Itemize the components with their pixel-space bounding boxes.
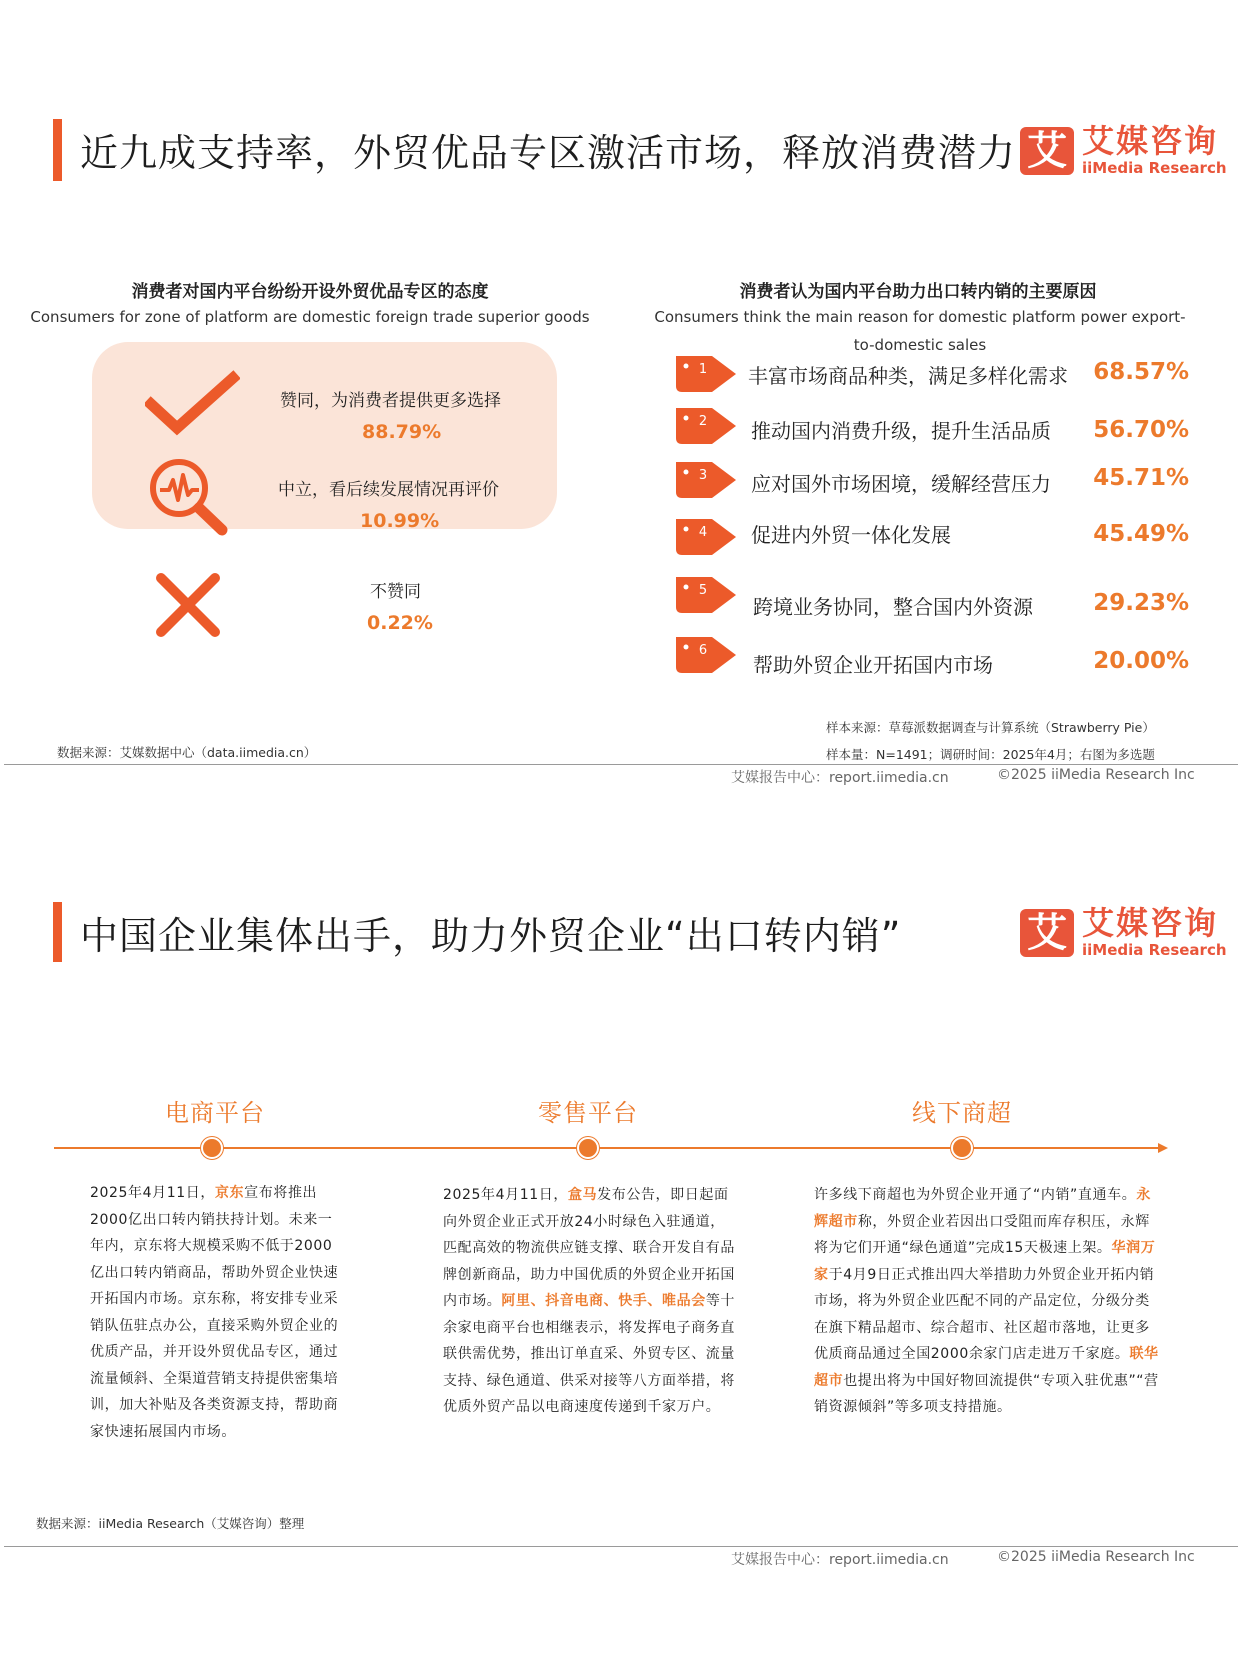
- reason-number: 2: [698, 414, 708, 429]
- timeline-dot: [577, 1137, 599, 1159]
- title-accent-bar: [53, 119, 62, 181]
- footer-copyright: ©2025 iiMedia Research Inc: [997, 1549, 1195, 1565]
- company-name-highlight: 联华超市: [814, 1346, 1159, 1389]
- magnifier-pulse-icon: [146, 455, 232, 537]
- sample-size-note: 样本量：N=1491；调研时间：2025年4月；右图为多选题: [826, 747, 1155, 762]
- timeline-text-segment: 称，外贸企业若因出口受阻而库存积压，永辉将为它们开通“绿色通道”完成15天极速上架。: [814, 1213, 1150, 1256]
- timeline-text-segment: 2025年4月11日，: [90, 1185, 215, 1201]
- reason-row: [672, 458, 1192, 508]
- timeline-text-retail: [443, 1182, 739, 1421]
- reason-number: 1: [698, 362, 708, 377]
- title-accent-bar: [53, 902, 62, 962]
- timeline-text-segment: 2025年4月11日，: [443, 1187, 568, 1203]
- footer-copyright: ©2025 iiMedia Research Inc: [997, 767, 1195, 783]
- attitude-value-disagree: 0.22%: [367, 612, 433, 634]
- logo-mark-icon: 艾: [1020, 909, 1074, 957]
- company-name-highlight: 京东: [214, 1185, 245, 1201]
- data-source-note-2: 数据来源：iiMedia Research（艾媒咨询）整理: [36, 1516, 305, 1531]
- company-name-highlight: 永辉超市: [814, 1187, 1151, 1230]
- logo-en-text: iiMedia Research: [1082, 159, 1227, 177]
- timeline-text-ecommerce: [90, 1180, 344, 1445]
- timeline-label-retail: 零售平台: [538, 1099, 638, 1127]
- reason-value: 20.00%: [1093, 648, 1189, 674]
- attitude-label-neutral: 中立，看后续发展情况再评价: [278, 480, 499, 500]
- logo-cn-text: 艾媒咨询: [1082, 122, 1219, 160]
- reason-row: [672, 633, 1192, 683]
- timeline-text-segment: 发布公告，即日起面向外贸企业正式开放24小时绿色入驻通道，匹配高效的物流供应链支撑、联合开发自有品牌创新商品，助力中国优质的外贸企业开拓国内市场。: [443, 1187, 735, 1309]
- page-title: 近九成支持率，外贸优品专区激活市场，释放消费潜力: [80, 131, 1017, 175]
- attitude-value-agree: 88.79%: [362, 421, 442, 443]
- reason-label: 推动国内消费升级，提升生活品质: [751, 419, 1051, 443]
- reason-value: 68.57%: [1093, 359, 1189, 385]
- timeline-text-segment: 于4月9日正式推出四大举措助力外贸企业开拓内销市场，将为外贸企业匹配不同的产品定位，分级分类在旗下精品超市、综合超市、社区超市落地，让更多优质商品通过全国2000余家门店走进万千家庭。: [814, 1266, 1155, 1362]
- reason-label: 丰富市场商品种类，满足多样化需求: [748, 364, 1068, 388]
- data-source-note: 数据来源：艾媒数据中心（data.iimedia.cn）: [57, 745, 317, 760]
- company-name-highlight: 华润万家: [814, 1240, 1156, 1283]
- reason-number: 6: [698, 643, 708, 658]
- check-icon: [145, 370, 240, 438]
- reason-label: 跨境业务协同，整合国内外资源: [753, 595, 1033, 619]
- timeline-text-segment: 宣布将推出2000亿出口转内销扶持计划。未来一年内，京东将大规模采购不低于2000亿出口转内销商品，帮助外贸企业快速开拓国内市场。京东称，将安排专业采销队伍驻点办公，直接采购外贸企业的优质产品，并开设外贸优品专区，通过流量倾斜、全渠道营销支持提供密集培训，加大补贴及各类资源支持，帮助商家快速拓展国内市场。: [90, 1185, 339, 1440]
- reason-number: 5: [698, 583, 708, 598]
- page-title-2: 中国企业集体出手，助力外贸企业“出口转内销”: [80, 914, 902, 958]
- right-chart-title: 消费者认为国内平台助力出口转内销的主要原因: [739, 282, 1097, 302]
- reason-label: 促进内外贸一体化发展: [751, 523, 951, 547]
- timeline-label-ecommerce: 电商平台: [165, 1099, 265, 1127]
- attitude-value-neutral: 10.99%: [360, 510, 440, 532]
- logo-mark-icon: 艾: [1020, 127, 1074, 175]
- footer-divider: [4, 764, 1238, 765]
- timeline-text-segment: 也提出将为中国好物回流提供“专项入驻优惠”“营销资源倾斜”等多项支持措施。: [814, 1372, 1159, 1415]
- timeline-text-segment: 等十余家电商平台也相继表示，将发挥电子商务直联供需优势，推出订单直采、外贸专区、流量支持、绿色通道、供采对接等八方面举措，将优质外贸产品以电商速度传递到千家万户。: [443, 1293, 736, 1415]
- attitude-label-agree: 赞同，为消费者提供更多选择: [280, 391, 501, 411]
- reason-row: [672, 352, 1192, 402]
- reason-row: [672, 404, 1192, 454]
- left-chart-subtitle: Consumers for zone of platform are domestic foreign trade superior goods: [30, 308, 590, 326]
- reason-value: 45.71%: [1093, 465, 1189, 491]
- timeline-text-offline: [814, 1182, 1160, 1421]
- reason-value: 29.23%: [1093, 590, 1189, 616]
- company-name-highlight: 盒马: [567, 1187, 598, 1203]
- footer-report-link[interactable]: 艾媒报告中心：report.iimedia.cn: [731, 770, 949, 786]
- brand-logo: [1020, 122, 1227, 177]
- reason-number: 3: [698, 468, 708, 483]
- left-chart-title: 消费者对国内平台纷纷开设外贸优品专区的态度: [131, 282, 489, 302]
- reason-value: 56.70%: [1093, 417, 1189, 443]
- reason-row: [672, 515, 1192, 565]
- timeline-text-segment: 许多线下商超也为外贸企业开通了“内销”直通车。: [814, 1187, 1137, 1203]
- attitude-label-disagree: 不赞同: [370, 582, 421, 602]
- logo-cn-text: 艾媒咨询: [1082, 904, 1219, 942]
- reason-label: 帮助外贸企业开拓国内市场: [753, 653, 993, 677]
- reason-label: 应对国外市场困境，缓解经营压力: [751, 472, 1051, 496]
- brand-logo: [1020, 904, 1227, 959]
- company-name-highlight: 阿里、抖音电商、快手、唯品会: [501, 1293, 706, 1309]
- reason-row: [672, 573, 1192, 623]
- footer-report-link[interactable]: 艾媒报告中心：report.iimedia.cn: [731, 1552, 949, 1568]
- logo-en-text: iiMedia Research: [1082, 941, 1227, 959]
- reason-number: 4: [698, 525, 708, 540]
- sample-source-note: 样本来源：草莓派数据调查与计算系统（Strawberry Pie）: [826, 720, 1155, 735]
- cross-icon: [155, 572, 221, 638]
- reason-value: 45.49%: [1093, 521, 1189, 547]
- timeline-dot: [951, 1137, 973, 1159]
- right-chart-subtitle: Consumers think the main reason for domestic platform power export-to-domestic sales: [654, 308, 1186, 354]
- timeline-label-offline: 线下商超: [912, 1099, 1012, 1127]
- footer-divider: [4, 1546, 1238, 1547]
- timeline-dot: [201, 1137, 223, 1159]
